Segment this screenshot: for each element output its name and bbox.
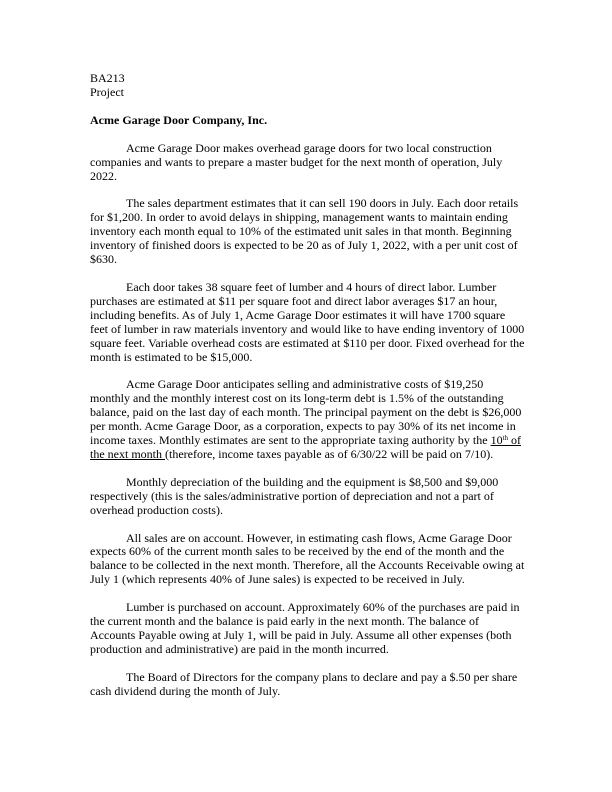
company-title: Acme Garage Door Company, Inc. — [90, 112, 268, 127]
tax-due-date: 10th of the next month — [90, 433, 522, 461]
paragraph-production: Each door takes 38 square feet of lumber and 4 hours of direct labor. Lumber purchases are estimated at $11 per square foot and direct labor averages $17 an hour, including benefits. As of July 1, Acme Garage Door estimates it will have 1700 square feet of lumber in raw materials inventory and would like to have ending inventory of 1000 square feet. Variable overhead costs are estimated at $110 per door. Fixed overhead for the month is estimated to be $15,000. — [90, 279, 525, 364]
paragraph-intro: Acme Garage Door makes overhead garage doors for two local construction companies and wants to prepare a master budget for the next month of operation, July 2022. — [90, 140, 503, 183]
paragraph-sales: The sales department estimates that it can sell 190 doors in July. Each door retails for $1,200. In order to avoid delays in shipping, management wants to maintain ending inventory each month equal to 10% of the estimated unit sales in that month. Beginning inventory of finished doors is expected to be 20 as of July 1, 2022, with a per unit cost of $630. — [90, 196, 519, 267]
paragraph-costs-tail: (therefore, income taxes payable as of 6/30/22 will be paid on 7/10). — [165, 446, 494, 461]
paragraph-receivables: All sales are on account. However, in estimating cash flows, Acme Garage Door expects 60% of the current month sales to be received by the end of the month and the balance to be collected in the next month. Therefore, all the Accounts Receivable owing at July 1 (which represents 40% of June sales) is expected to be received in July. — [90, 530, 525, 587]
course-code: BA213 — [90, 71, 125, 85]
paragraph-payables: Lumber is purchased on account. Approximately 60% of the purchases are paid in the current month and the balance is paid early in the next month. The balance of Accounts Payable owing at July 1, will be paid in July. Assume all other expenses (both production and administrative) are paid in the month incurred. — [90, 600, 520, 656]
paragraph-costs-text: Acme Garage Door anticipates selling and administrative costs of $19,250 monthly and the monthly interest cost on its long-term debt is 1.5% of the outstanding balance, paid on the last day of each month. The principal payment on the debt is $26,000 per month. Acme Garage Door, as a corporation, expects to pay 30% of its net income in income taxes. Monthly estimates are sent to the appropriate taxing authority by the — [90, 377, 522, 448]
paragraph-depreciation: Monthly depreciation of the building and the equipment is $8,500 and $9,000 respectively (this is the sales/administrative portion of depreciation and not a part of overhead production costs). — [90, 474, 499, 517]
paragraph-dividend: The Board of Directors for the company plans to declare and pay a $.50 per share cash dividend during the month of July. — [90, 669, 518, 698]
document-page — [90, 72, 526, 713]
document-label: Project — [90, 84, 124, 99]
paragraph-costs — [90, 378, 526, 461]
